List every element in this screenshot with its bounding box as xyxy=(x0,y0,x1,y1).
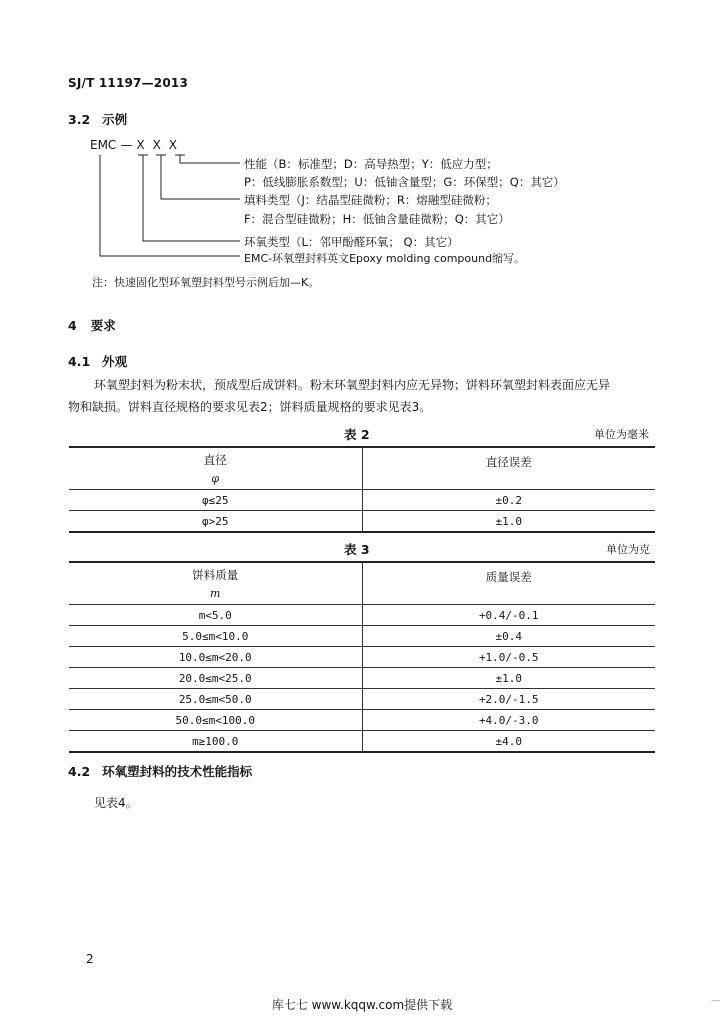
table3-col1-header: 饼料质量 m xyxy=(69,562,362,605)
table2-range-cell: φ≤25 xyxy=(69,490,362,511)
annotation-filler-1: 填料类型（J：结晶型硅微粉；R：熔融型硅微粉； xyxy=(244,193,497,207)
annotation-filler-2: F：混合型硅微粉；H：低铀含量硅微粉；Q：其它） xyxy=(244,212,510,226)
table2-col1-header: 直径 φ xyxy=(69,447,362,490)
page-number: 2 xyxy=(86,952,94,966)
table-row xyxy=(69,490,655,511)
table-header-row xyxy=(69,447,655,490)
appearance-paragraph-line1: 环氧塑封料为粉末状，预成型后成饼料。粉末环氧塑封料内应无异物；饼料环氧塑封料表面应无异 xyxy=(94,378,611,392)
table-row xyxy=(69,710,655,731)
table2-tol-cell: ±0.2 xyxy=(362,490,655,511)
table3-tol-cell: ±0.4 xyxy=(362,626,655,647)
table3-range-cell: 20.0≤m<25.0 xyxy=(69,668,362,689)
code-x2: X xyxy=(152,138,161,152)
code-emc: EMC xyxy=(90,138,117,152)
table3-tol-cell: ±1.0 xyxy=(362,668,655,689)
table-row xyxy=(69,689,655,710)
table3-tol-cell: +2.0/-1.5 xyxy=(362,689,655,710)
annotation-emc: EMC-环氧塑封料英文Epoxy molding compound缩写。 xyxy=(244,252,526,265)
document-code: SJ/T 11197—2013 xyxy=(68,76,188,90)
table2-unit: 单位为毫米 xyxy=(594,428,649,441)
table3 xyxy=(69,561,655,753)
section-number: 4.1 xyxy=(68,354,91,369)
table-row xyxy=(69,647,655,668)
table3-range-cell: 25.0≤m<50.0 xyxy=(69,689,362,710)
section-number: 4 xyxy=(68,318,77,333)
table-row xyxy=(69,511,655,533)
table3-tol-cell: +1.0/-0.5 xyxy=(362,647,655,668)
see-table-4-text: 见表4。 xyxy=(94,796,138,810)
section-3-2-heading xyxy=(68,110,127,128)
section-4-1-heading xyxy=(68,352,127,370)
table-row xyxy=(69,731,655,753)
section-number: 3.2 xyxy=(68,112,91,127)
section-title: 外观 xyxy=(102,354,128,369)
code-dash: — xyxy=(120,138,133,152)
table2-col2-header: 直径误差 xyxy=(362,447,655,490)
section-title: 示例 xyxy=(102,112,128,127)
table3-tol-cell: ±4.0 xyxy=(362,731,655,753)
note-text: 注：快速固化型环氧塑封料型号示例后加—K。 xyxy=(92,276,320,289)
section-4-heading xyxy=(68,316,116,334)
footer-download-text: 库七七 www.kqqw.com提供下载 xyxy=(271,998,453,1012)
table3-range-cell: 10.0≤m<20.0 xyxy=(69,647,362,668)
table2-tol-cell: ±1.0 xyxy=(362,511,655,533)
table3-caption: 表 3 xyxy=(344,542,370,557)
table-row xyxy=(69,605,655,626)
table-header-row xyxy=(69,562,655,605)
table2-caption: 表 2 xyxy=(344,427,370,442)
model-code-diagram xyxy=(90,138,650,278)
table2-range-cell: φ>25 xyxy=(69,511,362,533)
corner-mark: — xyxy=(711,996,720,1006)
annotation-performance-1: 性能（B：标准型；D：高导热型；Y：低应力型； xyxy=(244,157,498,171)
code-x3: X xyxy=(168,138,178,152)
table2 xyxy=(69,446,655,533)
table3-col2-header: 质量误差 xyxy=(362,562,655,605)
annotation-performance-2: P：低线膨胀系数型；U：低铀含量型；G：环保型；Q：其它） xyxy=(244,175,565,189)
table3-tol-cell: +0.4/-0.1 xyxy=(362,605,655,626)
appearance-paragraph-line2: 物和缺损。饼料直径规格的要求见表2；饼料质量规格的要求见表3。 xyxy=(68,400,432,414)
section-number: 4.2 xyxy=(68,764,91,779)
code-prefix xyxy=(90,138,177,152)
section-title: 要求 xyxy=(90,318,116,333)
section-4-2-heading xyxy=(68,762,252,780)
table3-range-cell: m<5.0 xyxy=(69,605,362,626)
table3-range-cell: m≥100.0 xyxy=(69,731,362,753)
table3-unit: 单位为克 xyxy=(606,543,650,556)
annotation-epoxy-type: 环氧类型（L：邻甲酚醛环氧； Q：其它） xyxy=(244,235,459,249)
table3-range-cell: 5.0≤m<10.0 xyxy=(69,626,362,647)
table3-tol-cell: +4.0/-3.0 xyxy=(362,710,655,731)
section-title: 环氧塑封料的技术性能指标 xyxy=(102,764,253,779)
table3-range-cell: 50.0≤m<100.0 xyxy=(69,710,362,731)
code-x1: X xyxy=(136,138,145,152)
table-row xyxy=(69,626,655,647)
table-row xyxy=(69,668,655,689)
